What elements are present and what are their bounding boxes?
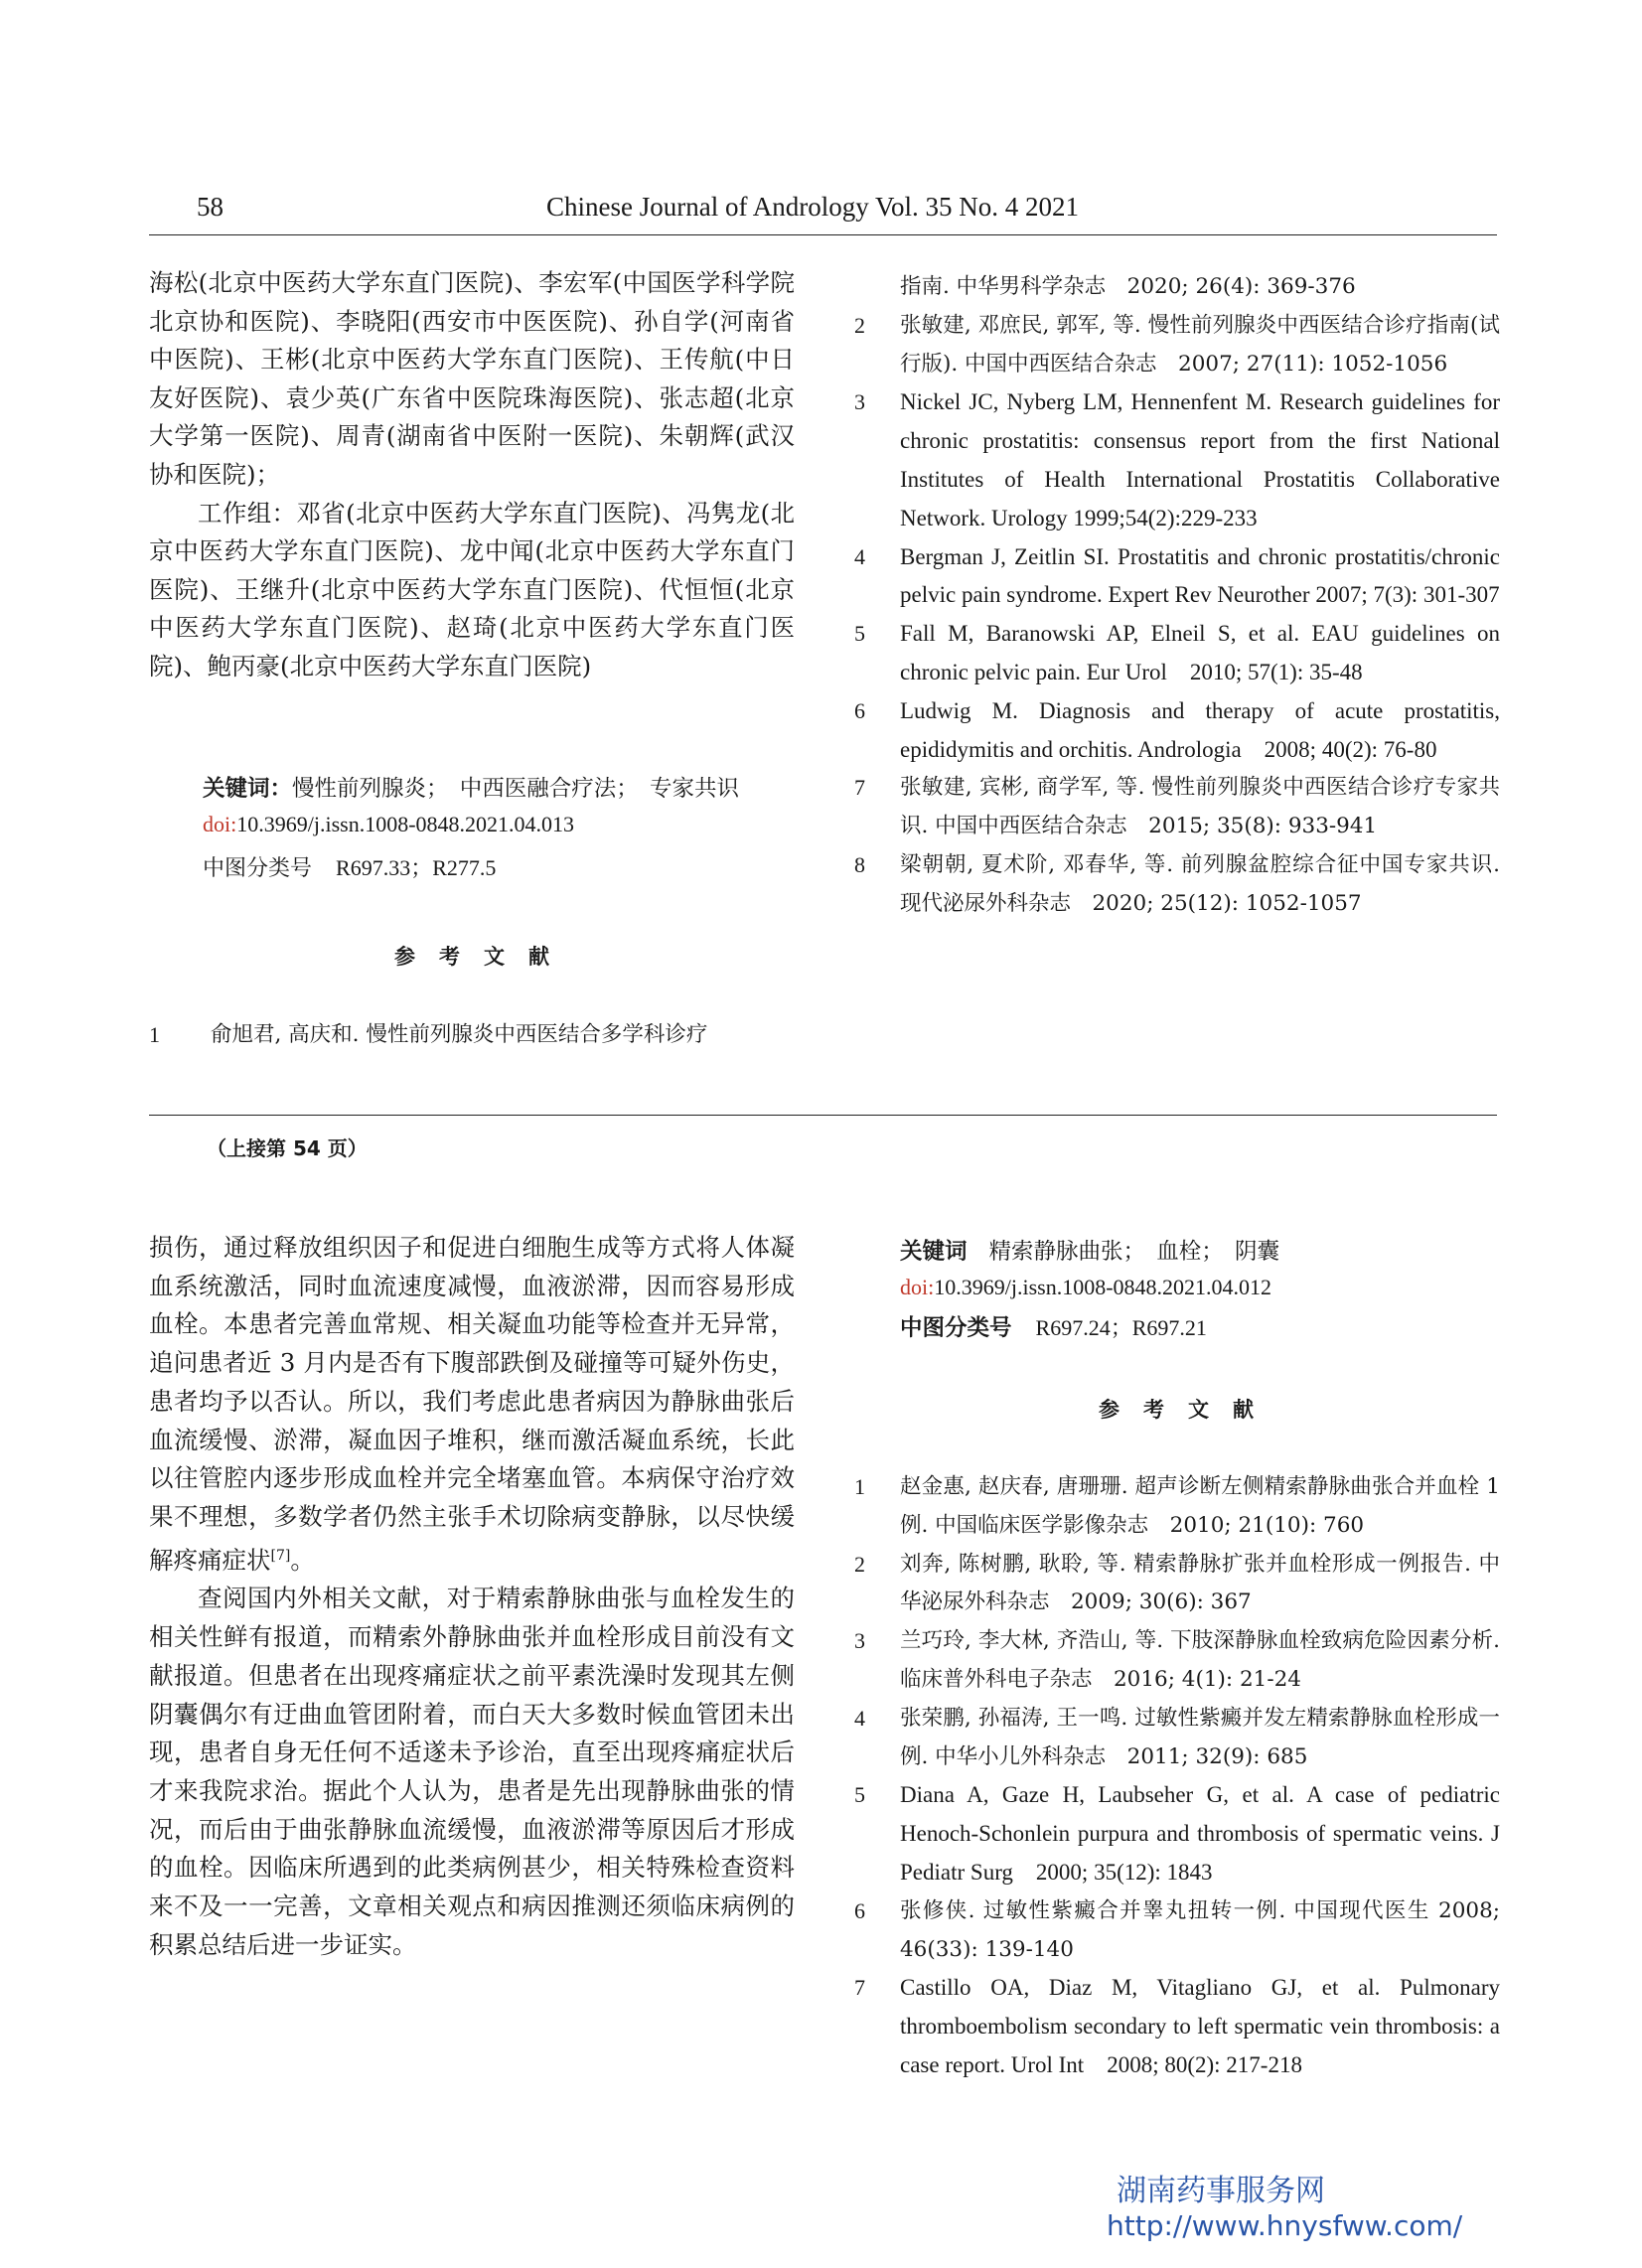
reference-item: [854, 1546, 1500, 1623]
clc-value: R697.24；R697.21: [1035, 1315, 1207, 1340]
reference-item: [149, 1016, 795, 1055]
reference-item: [854, 1622, 1500, 1700]
reference-text: 张荣鹏, 孙福涛, 王一鸣. 过敏性紫癜并发左精索静脉血栓形成一例. 中华小儿外科杂志 2011; 32(9): 685: [900, 1705, 1500, 1769]
reference-text: Diana A, Gaze H, Laubseher G, et al. A case of pediatric Henoch-Schonlein purpura and thrombosis of spermatic veins. J Pediatr Surg 2000; 35(12): 1843: [900, 1782, 1500, 1885]
continued-note: （上接第 54 页）: [207, 1136, 368, 1160]
reference-number: 3: [854, 1628, 865, 1654]
keywords-label: 关键词：: [203, 776, 293, 802]
reference-text: 张敏建, 邓庶民, 郭军, 等. 慢性前列腺炎中西医结合诊疗指南(试行版). 中国中西医结合杂志 2007; 27(11): 1052-1056: [900, 312, 1500, 377]
clc-line-2: [900, 1309, 1207, 1347]
clc-label: 中图分类号: [203, 856, 313, 881]
reference-text: Castillo OA, Diaz M, Vitagliano GJ, et al. Pulmonary thromboembolism secondary to left spermatic vein thrombosis: a case report. Urol Int 2008; 80(2): 217-218: [900, 1975, 1500, 2077]
reference-item: [854, 1700, 1500, 1777]
reference-number: 7: [854, 1975, 865, 2001]
reference-text: 张敏建, 宾彬, 商学军, 等. 慢性前列腺炎中西医结合诊疗专家共识. 中国中西医结合杂志 2015; 35(8): 933-941: [900, 775, 1500, 839]
doi-label: doi:: [900, 1275, 935, 1299]
header-rule: [149, 234, 1497, 235]
clc-value: R697.33；R277.5: [336, 855, 497, 880]
reference-text: 指南. 中华男科学杂志 2020; 26(4): 369-376: [900, 274, 1356, 299]
references-heading: 参 考 文 献: [394, 945, 549, 969]
reference-item: [854, 383, 1500, 537]
keywords-line: [203, 770, 799, 808]
reference-number: 6: [854, 697, 865, 723]
doi-value: 10.3969/j.issn.1008-0848.2021.04.012: [934, 1275, 1272, 1299]
reference-text: Bergman J, Zeitlin SI. Prostatitis and chronic prostatitis/chronic pelvic pain syndrome. Expert Rev Neurother 2007; 7(3): 301-307: [900, 543, 1500, 608]
reference-number: 5: [854, 621, 865, 647]
doi-label: doi:: [203, 812, 237, 836]
bottom-right-references: [854, 1468, 1500, 2085]
reference-item: [854, 1892, 1500, 1970]
watermark-title: 湖南药事服务网: [1117, 2174, 1325, 2208]
journal-title: Chinese Journal of Andrology Vol. 35 No. 4 2021: [546, 192, 1079, 222]
reference-number: 5: [854, 1782, 865, 1808]
reference-number: 4: [854, 543, 865, 569]
reference-item: [854, 692, 1500, 770]
reference-number: 8: [854, 851, 865, 877]
reference-item: [854, 1969, 1500, 2084]
page-number: 58: [197, 192, 224, 222]
reference-text: 兰巧玲, 李大林, 齐浩山, 等. 下肢深静脉血栓致病危险因素分析. 临床普外科电子杂志 2016; 4(1): 21-24: [900, 1628, 1500, 1692]
keywords-line-2: [900, 1233, 1279, 1271]
author-list-paragraph: 海松(北京中医药大学东直门医院)、李宏军(中国医学科学院北京协和医院)、李晓阳(西安市中医医院)、孙自学(河南省中医院)、王彬(北京中医药大学东直门医院)、王传航(中日友好医院)、袁少英(广东省中医院珠海医院)、张志超(北京大学第一医院)、周青(湖南省中医附一医院)、朱朝辉(武汉协和医院)；: [149, 268, 795, 489]
doi-line: [203, 812, 574, 837]
doi-value: 10.3969/j.issn.1008-0848.2021.04.013: [236, 812, 575, 836]
clc-line: [203, 851, 496, 882]
reference-item: [854, 615, 1500, 692]
keywords-label: 关键词: [900, 1239, 968, 1265]
keywords-text: 慢性前列腺炎； 中西医融合疗法； 专家共识: [292, 776, 740, 802]
discussion-paragraph-2: 查阅国内外相关文献，对于精索静脉曲张与血栓发生的相关性鲜有报道，而精索外静脉曲张并血栓形成目前没有文献报道。但患者在出现疼痛症状之前平素洗澡时发现其左侧阴囊偶尔有迂曲血管团附着，而白天大多数时候血管团未出现，患者自身无任何不适遂未予诊治，直至出现疼痛症状后才来我院求治。据此个人认为，患者是先出现静脉曲张的情况，而后由于曲张静脉血流缓慢，血液淤滞等原因后才形成的血栓。因临床所遇到的此类病例甚少，相关特殊检查资料来不及一一完善，文章相关观点和病因推测还须临床病例的积累总结后进一步证实。: [149, 1584, 795, 1959]
reference-number: 6: [854, 1897, 865, 1923]
clc-label: 中图分类号: [900, 1315, 1012, 1341]
reference-number: 1: [854, 1474, 865, 1499]
references-heading-2: 参 考 文 献: [1099, 1398, 1254, 1422]
reference-item: [854, 538, 1500, 616]
reference-text: 俞旭君, 高庆和. 慢性前列腺炎中西医结合多学科诊疗: [211, 1022, 708, 1047]
working-group-paragraph: 工作组：邓省(北京中医药大学东直门医院)、冯隽龙(北京中医药大学东直门医院)、龙中闻(北京中医药大学东直门医院)、王继升(北京中医药大学东直门医院)、代恒恒(北京中医药大学东直门医院)、赵琦(北京中医药大学东直门医院)、鲍丙豪(北京中医药大学东直门医院): [149, 498, 795, 680]
reference-number: 7: [854, 775, 865, 801]
reference-text: Nickel JC, Nyberg LM, Hennenfent M. Research guidelines for chronic prostatitis: consensus report from the first National Institutes of Health International Prostatitis Collaborative Network. Urology 1999;54(2):229-233: [900, 389, 1500, 530]
reference-item: [854, 1776, 1500, 1891]
doi-line-2: [900, 1275, 1271, 1300]
reference-text: 张修侠. 过敏性紫癜合并睾丸扭转一例. 中国现代医生 2008; 46(33): 139-140: [900, 1897, 1500, 1962]
keywords-text: 精索静脉曲张； 血栓； 阴囊: [988, 1239, 1280, 1265]
reference-number: 1: [149, 1022, 160, 1047]
reference-item: [854, 307, 1500, 384]
bottom-left-column: [149, 1229, 795, 1965]
citation-mark: [7]: [270, 1547, 291, 1564]
top-right-references: [854, 268, 1500, 924]
reference-text: Ludwig M. Diagnosis and therapy of acute prostatitis, epididymitis and orchitis. Andrologia 2008; 40(2): 76-80: [900, 697, 1500, 762]
reference-item: [854, 846, 1500, 924]
reference-number: 2: [854, 312, 865, 338]
reference-number: 4: [854, 1705, 865, 1731]
reference-text: Fall M, Baranowski AP, Elneil S, et al. EAU guidelines on chronic pelvic pain. Eur Urol 2010; 57(1): 35-48: [900, 621, 1500, 684]
section-rule: [149, 1115, 1497, 1116]
top-left-column: [149, 264, 795, 686]
reference-item: [854, 1468, 1500, 1546]
reference-text: 赵金惠, 赵庆春, 唐珊珊. 超声诊断左侧精索静脉曲张合并血栓 1 例. 中国临床医学影像杂志 2010; 21(10): 760: [900, 1474, 1500, 1538]
watermark-url[interactable]: http://www.hnysfww.com/: [1107, 2209, 1463, 2242]
reference-number: 2: [854, 1551, 865, 1577]
reference-text: 刘奔, 陈树鹏, 耿聆, 等. 精索静脉扩张并血栓形成一例报告. 中华泌尿外科杂志 2009; 30(6): 367: [900, 1551, 1500, 1615]
reference-item: [854, 769, 1500, 846]
reference-item: [854, 268, 1500, 307]
reference-text: 梁朝朝, 夏术阶, 邓春华, 等. 前列腺盆腔综合征中国专家共识. 现代泌尿外科杂志 2020; 25(12): 1052-1057: [900, 851, 1500, 916]
reference-number: 3: [854, 389, 865, 415]
discussion-paragraph-1: 损伤，通过释放组织因子和促进白细胞生成等方式将人体凝血系统激活，同时血流速度减慢，血液淤滞，因而容易形成血栓。本患者完善血常规、相关凝血功能等检查并无异常，追问患者近 3 月内是否有下腹部跌倒及碰撞等可疑外伤史，患者均予以否认。所以，我们考虑此患者病因为静脉曲张后血流缓慢、淤滞，凝血因子堆积，继而激活凝血系统，长此以往管腔内逐步形成血栓并完全堵塞血管。本病保守治疗效果不理想，多数学者仍然主张手术切除病变静脉，以尽快缓解疼痛症状[7]。: [149, 1233, 795, 1575]
